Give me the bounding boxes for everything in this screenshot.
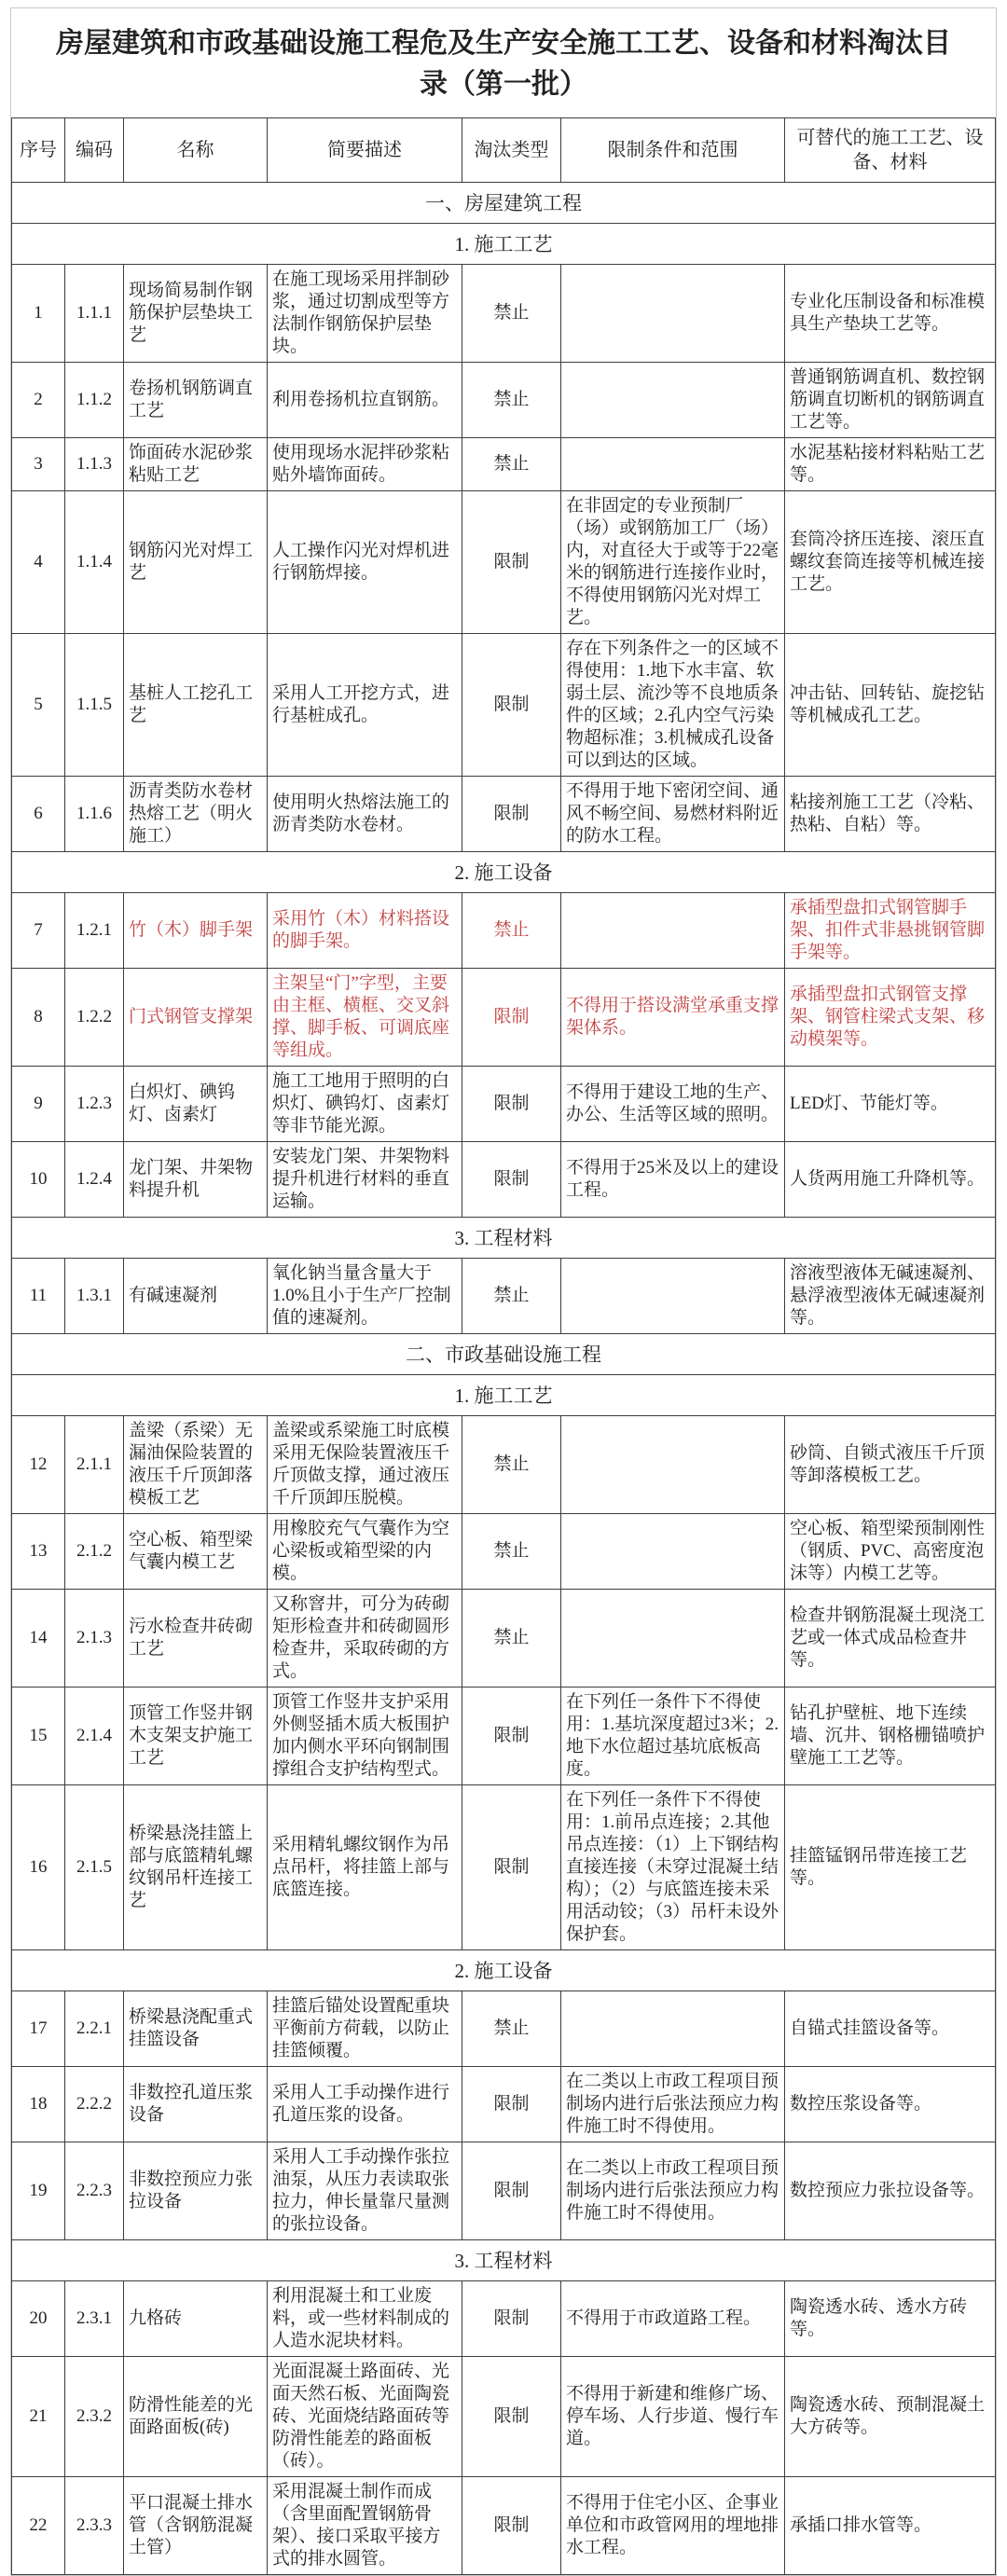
cell-alternative: 数控压浆设备等。 — [785, 2067, 996, 2142]
cell-type: 禁止 — [462, 893, 561, 969]
cell-serial: 22 — [12, 2477, 65, 2575]
cell-name: 防滑性能差的光面路面板(砖) — [124, 2357, 268, 2477]
cell-alternative: 检查井钢筋混凝土现浇工艺或一体式成品检查井等。 — [785, 1590, 996, 1687]
cell-alternative: 挂篮锰钢吊带连接工艺等。 — [785, 1785, 996, 1950]
cell-alternative: 承插型盘扣式钢管脚手架、扣件式非悬挑钢管脚手架等。 — [785, 893, 996, 969]
cell-description: 用橡胶充气气囊作为空心梁板或箱型梁的内模。 — [268, 1514, 462, 1590]
cell-code: 2.2.1 — [65, 1991, 124, 2067]
cell-serial: 19 — [12, 2142, 65, 2240]
cell-code: 1.2.4 — [65, 1142, 124, 1218]
cell-description: 利用卷扬机拉直钢筋。 — [268, 363, 462, 438]
cell-type: 禁止 — [462, 438, 561, 491]
section-title: 3. 工程材料 — [12, 1218, 996, 1259]
cell-alternative: 冲击钻、回转钻、旋挖钻等机械成孔工艺。 — [785, 634, 996, 777]
cell-code: 1.1.3 — [65, 438, 124, 491]
cell-description: 利用混凝土和工业废料，或一些材料制成的人造水泥块材料。 — [268, 2281, 462, 2357]
cell-code: 2.3.2 — [65, 2357, 124, 2477]
cell-type: 禁止 — [462, 1416, 561, 1514]
cell-serial: 14 — [12, 1590, 65, 1687]
table-row — [12, 2142, 996, 2240]
cell-alternative: 钻孔护壁桩、地下连续墙、沉井、钢格栅锚喷护壁施工工艺等。 — [785, 1687, 996, 1785]
cell-serial: 8 — [12, 969, 65, 1067]
cell-alternative: 套筒冷挤压连接、滚压直螺纹套筒连接等机械连接工艺。 — [785, 491, 996, 634]
table-row — [12, 1259, 996, 1334]
cell-description: 氧化钠当量含量大于1.0%且小于生产厂控制值的速凝剂。 — [268, 1259, 462, 1334]
cell-name: 基桩人工挖孔工艺 — [124, 634, 268, 777]
header-name: 名称 — [124, 118, 268, 183]
cell-alternative: 陶瓷透水砖、预制混凝土大方砖等。 — [785, 2357, 996, 2477]
cell-name: 门式钢管支撑架 — [124, 969, 268, 1067]
header-type: 淘汰类型 — [462, 118, 561, 183]
cell-serial: 18 — [12, 2067, 65, 2142]
cell-code: 2.2.3 — [65, 2142, 124, 2240]
table-row — [12, 491, 996, 634]
cell-serial: 16 — [12, 1785, 65, 1950]
cell-type: 禁止 — [462, 1590, 561, 1687]
cell-name: 非数控预应力张拉设备 — [124, 2142, 268, 2240]
document-card — [10, 7, 997, 2576]
cell-alternative: 砂筒、自锁式液压千斤顶等卸落模板工艺。 — [785, 1416, 996, 1514]
cell-name: 有碱速凝剂 — [124, 1259, 268, 1334]
table-row — [12, 438, 996, 491]
cell-name: 桥梁悬浇配重式挂篮设备 — [124, 1991, 268, 2067]
cell-restriction: 在下列任一条件下不得使用：1.前吊点连接；2.其他吊点连接：（1）上下钢结构直接连接（未穿过混凝土结构）；（2）与底篮连接未采用活动铰；（3）吊杆未设外保护套。 — [561, 1785, 785, 1950]
cell-restriction — [561, 1991, 785, 2067]
cell-code: 2.2.2 — [65, 2067, 124, 2142]
cell-description: 采用人工手动操作进行孔道压浆的设备。 — [268, 2067, 462, 2142]
cell-code: 1.1.4 — [65, 491, 124, 634]
subsection-row — [12, 1375, 996, 1416]
table-row — [12, 1590, 996, 1687]
cell-restriction: 不得用于市政道路工程。 — [561, 2281, 785, 2357]
table-row — [12, 2067, 996, 2142]
table-row — [12, 1142, 996, 1218]
subsection-row — [12, 1218, 996, 1259]
cell-serial: 15 — [12, 1687, 65, 1785]
cell-type: 限制 — [462, 1785, 561, 1950]
table-row — [12, 1785, 996, 1950]
cell-restriction: 在下列任一条件下不得使用：1.基坑深度超过3米；2.地下水位超过基坑底板高度。 — [561, 1687, 785, 1785]
section-row — [12, 183, 996, 224]
cell-restriction — [561, 893, 785, 969]
cell-restriction: 在二类以上市政工程项目预制场内进行后张法预应力构件施工时不得使用。 — [561, 2067, 785, 2142]
cell-name: 九格砖 — [124, 2281, 268, 2357]
cell-name: 钢筋闪光对焊工艺 — [124, 491, 268, 634]
cell-description: 采用人工开挖方式，进行基桩成孔。 — [268, 634, 462, 777]
cell-description: 又称窨井，可分为砖砌矩形检查井和砖砌圆形检查井，采取砖砌的方式。 — [268, 1590, 462, 1687]
cell-code: 2.1.4 — [65, 1687, 124, 1785]
cell-serial: 6 — [12, 777, 65, 852]
cell-description: 施工工地用于照明的白炽灯、碘钨灯、卤素灯等非节能光源。 — [268, 1067, 462, 1142]
cell-description: 光面混凝土路面砖、光面天然石板、光面陶瓷砖、光面烧结路面砖等防滑性能差的路面板（砖）。 — [268, 2357, 462, 2477]
cell-code: 2.1.2 — [65, 1514, 124, 1590]
cell-serial: 2 — [12, 363, 65, 438]
cell-code: 1.2.2 — [65, 969, 124, 1067]
cell-name: 龙门架、井架物料提升机 — [124, 1142, 268, 1218]
cell-name: 桥梁悬浇挂篮上部与底篮精轧螺纹钢吊杆连接工艺 — [124, 1785, 268, 1950]
cell-serial: 20 — [12, 2281, 65, 2357]
cell-serial: 3 — [12, 438, 65, 491]
section-title: 3. 工程材料 — [12, 2240, 996, 2281]
cell-restriction: 不得用于地下密闭空间、通风不畅空间、易燃材料附近的防水工程。 — [561, 777, 785, 852]
table-row — [12, 1687, 996, 1785]
section-title: 一、房屋建筑工程 — [12, 183, 996, 224]
cell-description: 采用竹（木）材料搭设的脚手架。 — [268, 893, 462, 969]
table-body — [12, 183, 996, 2575]
cell-name: 沥青类防水卷材热熔工艺（明火施工） — [124, 777, 268, 852]
cell-type: 限制 — [462, 2281, 561, 2357]
cell-name: 现场简易制作钢筋保护层垫块工艺 — [124, 265, 268, 363]
cell-name: 竹（木）脚手架 — [124, 893, 268, 969]
cell-name: 污水检查井砖砌工艺 — [124, 1590, 268, 1687]
cell-type: 禁止 — [462, 363, 561, 438]
cell-code: 1.1.6 — [65, 777, 124, 852]
cell-code: 2.3.1 — [65, 2281, 124, 2357]
table-row — [12, 893, 996, 969]
cell-name: 平口混凝土排水管（含钢筋混凝土管） — [124, 2477, 268, 2575]
cell-code: 1.1.5 — [65, 634, 124, 777]
cell-serial: 13 — [12, 1514, 65, 1590]
cell-restriction — [561, 1590, 785, 1687]
cell-type: 限制 — [462, 777, 561, 852]
cell-restriction — [561, 1259, 785, 1334]
cell-serial: 4 — [12, 491, 65, 634]
cell-code: 1.2.3 — [65, 1067, 124, 1142]
cell-description: 使用明火热熔法施工的沥青类防水卷材。 — [268, 777, 462, 852]
cell-description: 使用现场水泥拌砂浆粘贴外墙饰面砖。 — [268, 438, 462, 491]
section-title: 2. 施工设备 — [12, 1950, 996, 1991]
cell-name: 顶管工作竖井钢木支架支护施工工艺 — [124, 1687, 268, 1785]
cell-code: 1.1.1 — [65, 265, 124, 363]
cell-name: 非数控孔道压浆设备 — [124, 2067, 268, 2142]
cell-alternative: 人货两用施工升降机等。 — [785, 1142, 996, 1218]
cell-code: 2.1.5 — [65, 1785, 124, 1950]
cell-description: 采用精轧螺纹钢作为吊点吊杆，将挂篮上部与底篮连接。 — [268, 1785, 462, 1950]
subsection-row — [12, 224, 996, 265]
cell-alternative: 承插口排水管等。 — [785, 2477, 996, 2575]
cell-serial: 10 — [12, 1142, 65, 1218]
cell-type: 限制 — [462, 1687, 561, 1785]
cell-type: 禁止 — [462, 1259, 561, 1334]
cell-restriction: 存在下列条件之一的区域不得使用：1.地下水丰富、软弱土层、流沙等不良地质条件的区域；2.孔内空气污染物超标准；3.机械成孔设备可以到达的区域。 — [561, 634, 785, 777]
section-title: 1. 施工工艺 — [12, 224, 996, 265]
cell-type: 限制 — [462, 2477, 561, 2575]
cell-restriction: 在二类以上市政工程项目预制场内进行后张法预应力构件施工时不得使用。 — [561, 2142, 785, 2240]
header-alternative: 可替代的施工工艺、设备、材料 — [785, 118, 996, 183]
table-row — [12, 1991, 996, 2067]
section-title: 二、市政基础设施工程 — [12, 1334, 996, 1375]
section-title: 2. 施工设备 — [12, 852, 996, 893]
cell-serial: 7 — [12, 893, 65, 969]
cell-type: 限制 — [462, 491, 561, 634]
table-row — [12, 634, 996, 777]
cell-alternative: 承插型盘扣式钢管支撑架、钢管柱梁式支架、移动模架等。 — [785, 969, 996, 1067]
cell-serial: 12 — [12, 1416, 65, 1514]
cell-description: 盖梁或系梁施工时底模采用无保险装置液压千斤顶做支撑，通过液压千斤顶卸压脱模。 — [268, 1416, 462, 1514]
cell-alternative: 空心板、箱型梁预制刚性（钢质、PVC、高密度泡沫等）内模工艺等。 — [785, 1514, 996, 1590]
cell-type: 限制 — [462, 2142, 561, 2240]
subsection-row — [12, 1950, 996, 1991]
cell-serial: 9 — [12, 1067, 65, 1142]
subsection-row — [12, 852, 996, 893]
cell-restriction: 不得用于建设工地的生产、办公、生活等区域的照明。 — [561, 1067, 785, 1142]
cell-restriction — [561, 438, 785, 491]
cell-type: 限制 — [462, 969, 561, 1067]
cell-type: 禁止 — [462, 265, 561, 363]
cell-description: 安装龙门架、井架物料提升机进行材料的垂直运输。 — [268, 1142, 462, 1218]
cell-code: 1.1.2 — [65, 363, 124, 438]
cell-type: 限制 — [462, 634, 561, 777]
cell-restriction — [561, 265, 785, 363]
header-row — [12, 118, 996, 183]
page-title: 房屋建筑和市政基础设施工程危及生产安全施工工艺、设备和材料淘汰目录（第一批） — [56, 28, 951, 100]
cell-restriction — [561, 363, 785, 438]
subsection-row — [12, 2240, 996, 2281]
cell-serial: 11 — [12, 1259, 65, 1334]
cell-code: 2.1.3 — [65, 1590, 124, 1687]
cell-alternative: 溶液型液体无碱速凝剂、悬浮液型液体无碱速凝剂等。 — [785, 1259, 996, 1334]
cell-restriction: 在非固定的专业预制厂（场）或钢筋加工厂（场）内，对直径大于或等于22毫米的钢筋进行连接作业时，不得使用钢筋闪光对焊工艺。 — [561, 491, 785, 634]
cell-description: 人工操作闪光对焊机进行钢筋焊接。 — [268, 491, 462, 634]
cell-code: 2.3.3 — [65, 2477, 124, 2575]
table-row — [12, 777, 996, 852]
header-code: 编码 — [65, 118, 124, 183]
cell-restriction: 不得用于新建和维修广场、停车场、人行步道、慢行车道。 — [561, 2357, 785, 2477]
table-row — [12, 265, 996, 363]
cell-serial: 21 — [12, 2357, 65, 2477]
table-row — [12, 363, 996, 438]
elimination-catalog-table — [11, 117, 996, 2575]
cell-description: 主架呈“门”字型，主要由主框、横框、交叉斜撑、脚手板、可调底座等组成。 — [268, 969, 462, 1067]
table-row — [12, 969, 996, 1067]
header-serial: 序号 — [12, 118, 65, 183]
table-row — [12, 1416, 996, 1514]
cell-code: 1.2.1 — [65, 893, 124, 969]
cell-type: 限制 — [462, 2067, 561, 2142]
cell-restriction: 不得用于25米及以上的建设工程。 — [561, 1142, 785, 1218]
cell-description: 采用人工手动操作张拉油泵，从压力表读取张拉力，伸长量靠尺量测的张拉设备。 — [268, 2142, 462, 2240]
table-row — [12, 1067, 996, 1142]
cell-restriction — [561, 1416, 785, 1514]
cell-alternative: 水泥基粘接材料粘贴工艺等。 — [785, 438, 996, 491]
cell-code: 1.3.1 — [65, 1259, 124, 1334]
cell-restriction: 不得用于搭设满堂承重支撑架体系。 — [561, 969, 785, 1067]
cell-serial: 1 — [12, 265, 65, 363]
cell-serial: 5 — [12, 634, 65, 777]
section-title: 1. 施工工艺 — [12, 1375, 996, 1416]
cell-description: 顶管工作竖井支护采用外侧竖插木质大板围护加内侧水平环向钢制围撑组合支护结构型式。 — [268, 1687, 462, 1785]
cell-restriction — [561, 1514, 785, 1590]
cell-alternative: 粘接剂施工工艺（冷粘、热粘、自粘）等。 — [785, 777, 996, 852]
cell-alternative: LED灯、节能灯等。 — [785, 1067, 996, 1142]
cell-name: 盖梁（系梁）无漏油保险装置的液压千斤顶卸落模板工艺 — [124, 1416, 268, 1514]
table-row — [12, 2281, 996, 2357]
cell-type: 限制 — [462, 1067, 561, 1142]
cell-description: 在施工现场采用拌制砂浆，通过切割成型等方法制作钢筋保护层垫块。 — [268, 265, 462, 363]
cell-type: 限制 — [462, 2357, 561, 2477]
cell-alternative: 陶瓷透水砖、透水方砖等。 — [785, 2281, 996, 2357]
cell-type: 禁止 — [462, 1514, 561, 1590]
header-restriction: 限制条件和范围 — [561, 118, 785, 183]
cell-description: 采用混凝土制作而成（含里面配置钢筋骨架）、接口采取平接方式的排水圆管。 — [268, 2477, 462, 2575]
cell-alternative: 自锚式挂篮设备等。 — [785, 1991, 996, 2067]
cell-serial: 17 — [12, 1991, 65, 2067]
header-description: 简要描述 — [268, 118, 462, 183]
cell-name: 白炽灯、碘钨灯、卤素灯 — [124, 1067, 268, 1142]
table-row — [12, 2477, 996, 2575]
cell-name: 空心板、箱型梁气囊内模工艺 — [124, 1514, 268, 1590]
cell-name: 卷扬机钢筋调直工艺 — [124, 363, 268, 438]
cell-alternative: 普通钢筋调直机、数控钢筋调直切断机的钢筋调直工艺等。 — [785, 363, 996, 438]
cell-code: 2.1.1 — [65, 1416, 124, 1514]
cell-restriction: 不得用于住宅小区、企事业单位和市政管网用的埋地排水工程。 — [561, 2477, 785, 2575]
cell-alternative: 数控预应力张拉设备等。 — [785, 2142, 996, 2240]
cell-description: 挂篮后锚处设置配重块平衡前方荷载，以防止挂篮倾覆。 — [268, 1991, 462, 2067]
cell-type: 限制 — [462, 1142, 561, 1218]
table-row — [12, 2357, 996, 2477]
section-row — [12, 1334, 996, 1375]
cell-name: 饰面砖水泥砂浆粘贴工艺 — [124, 438, 268, 491]
cell-type: 禁止 — [462, 1991, 561, 2067]
table-row — [12, 1514, 996, 1590]
cell-alternative: 专业化压制设备和标准模具生产垫块工艺等。 — [785, 265, 996, 363]
